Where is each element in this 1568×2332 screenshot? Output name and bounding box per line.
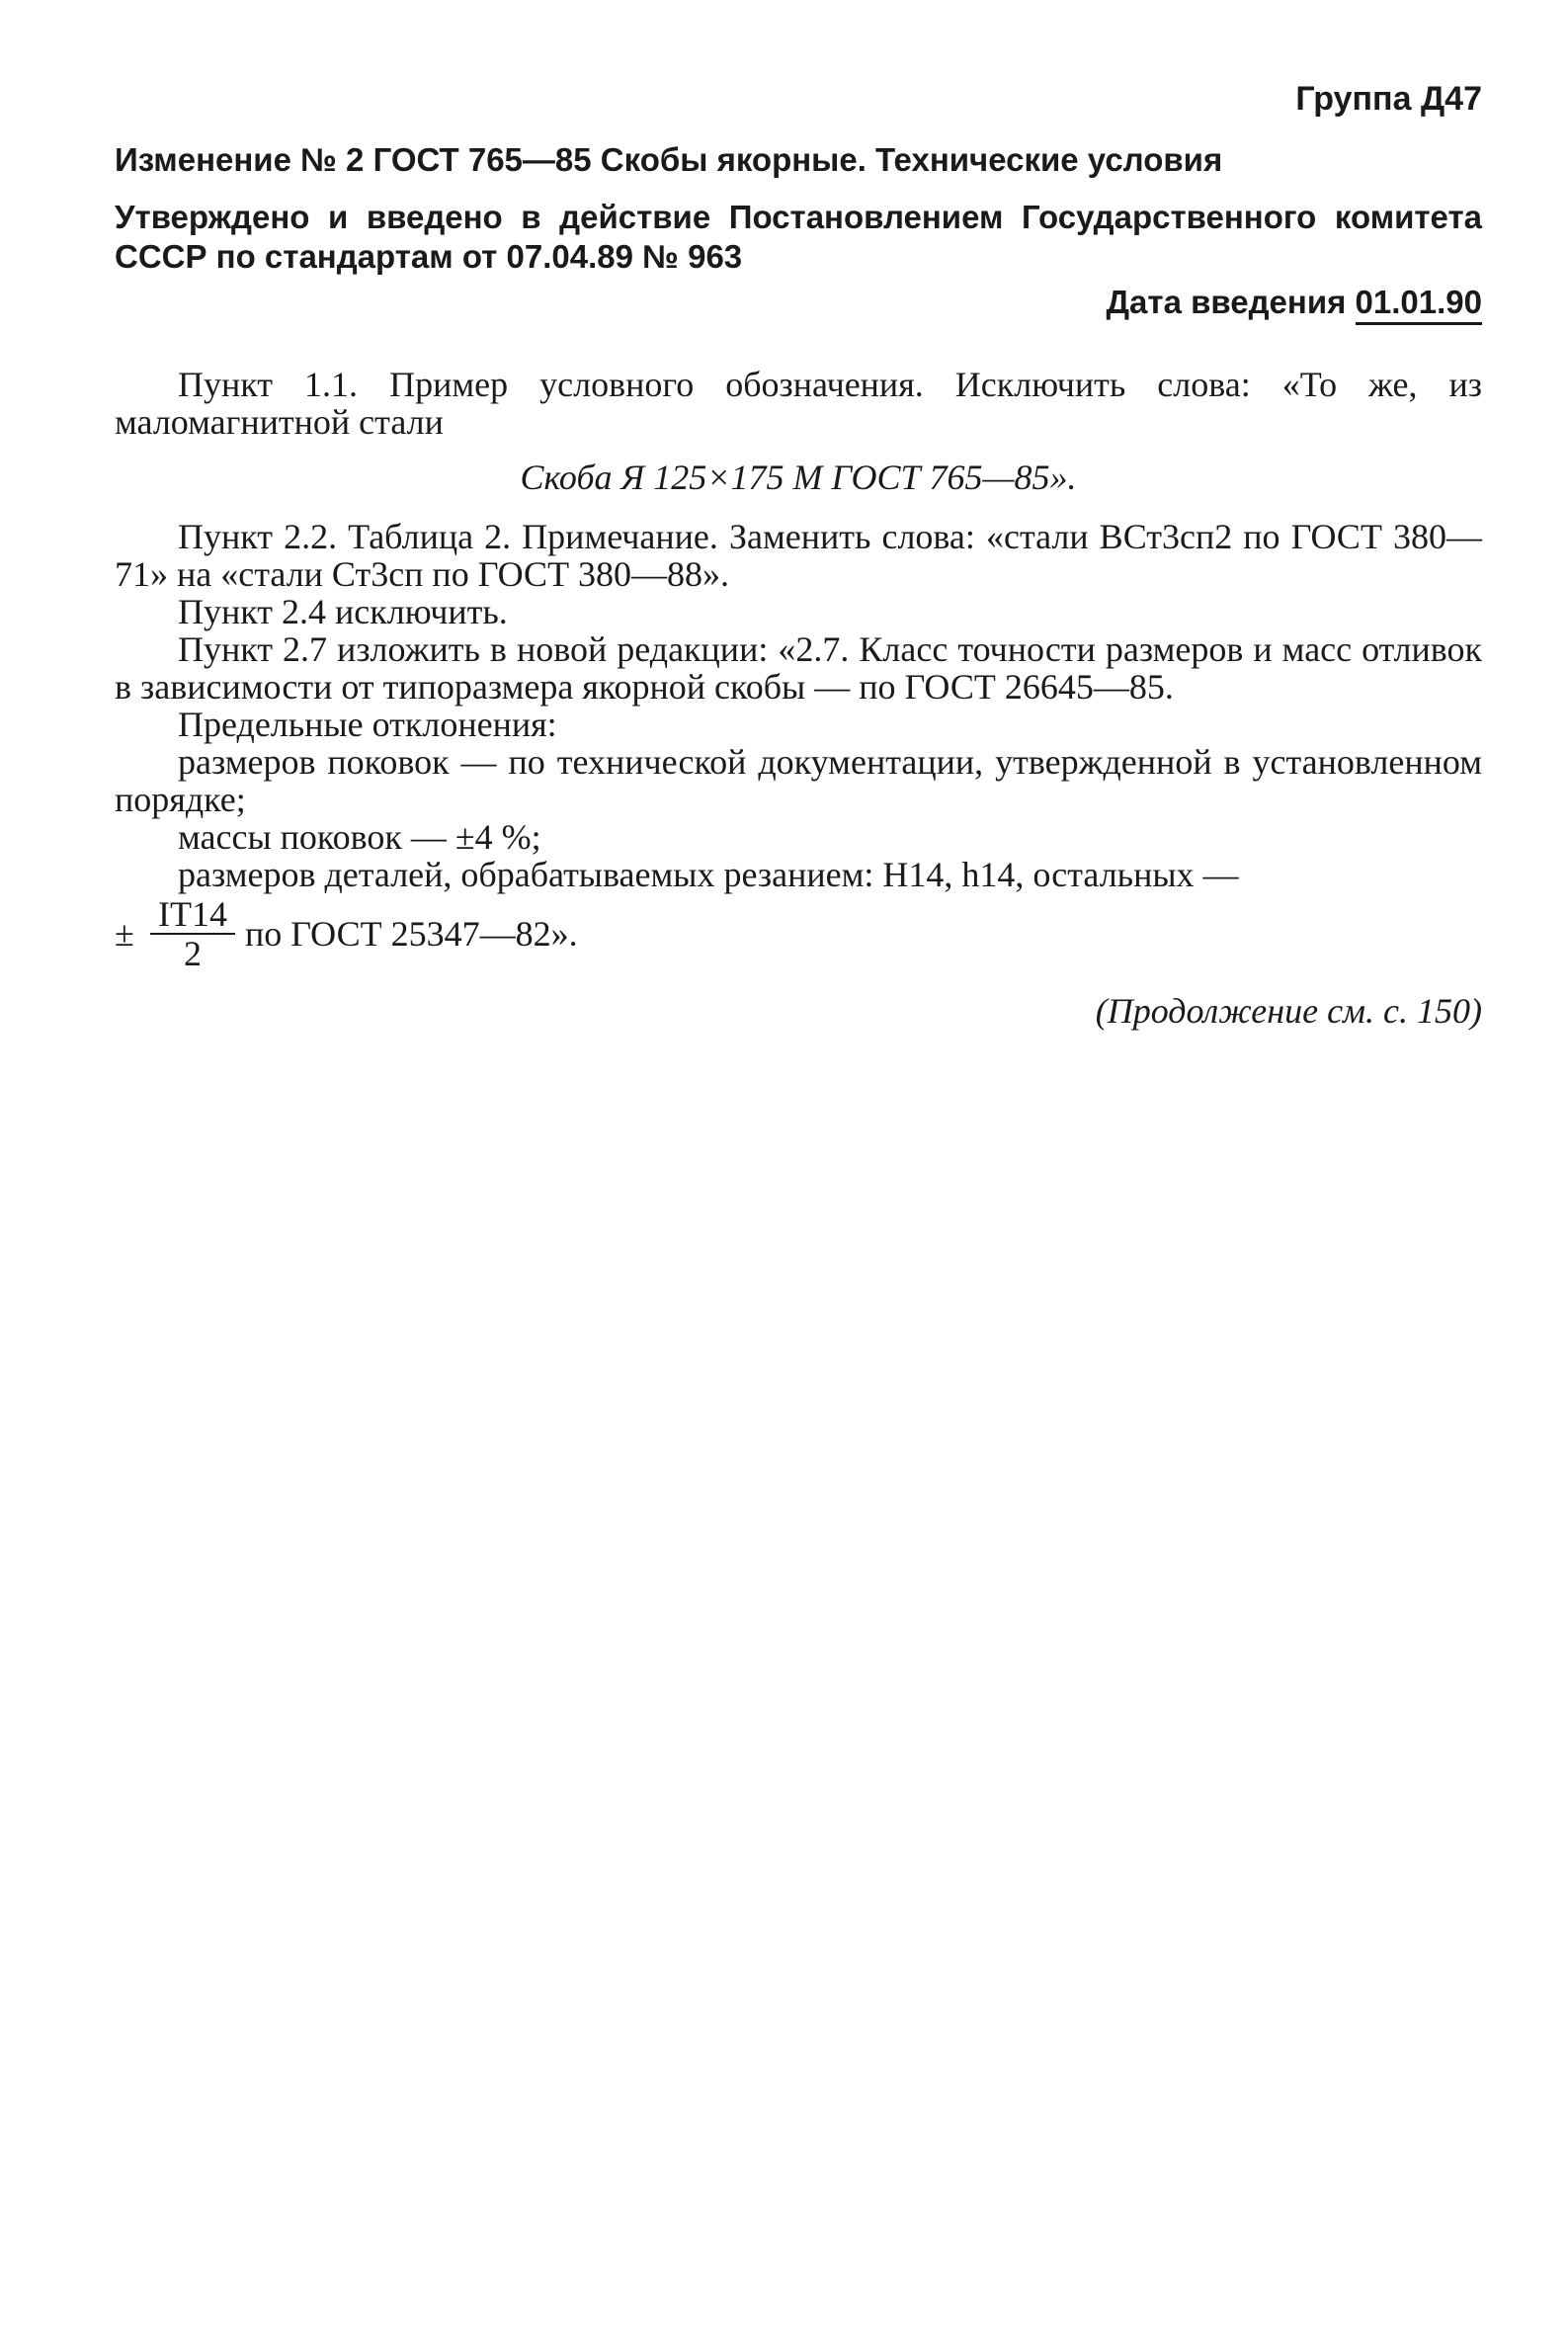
paragraph-item-2-2: Пункт 2.2. Таблица 2. Примечание. Заменить слова: «стали ВСт3сп2 по ГОСТ 380—71» на «стали Ст3сп по ГОСТ 380—88». <box>115 517 1482 594</box>
effective-date-label: Дата введения <box>1106 284 1356 320</box>
fraction-denominator: 2 <box>183 934 202 973</box>
continued-note: (Продолжение см. с. 150) <box>1095 991 1482 1031</box>
paragraph-forging-sizes: размеров поковок — по технической документации, утвержденной в установленном порядке; <box>115 742 1482 819</box>
paragraph-item-1-1: Пункт 1.1. Пример условного обозначения. Исключить слова: «То же, из маломагнитной стали <box>115 365 1482 442</box>
approval-statement: Утверждено и введено в действие Постановлением Государственного комитета СССР по стандартам от 07.04.89 № 963 <box>115 199 1482 275</box>
effective-date-value: 01.01.90 <box>1356 284 1482 325</box>
fraction-numerator: IT14 <box>150 897 235 935</box>
effective-date <box>115 283 1482 322</box>
amendment-body <box>115 366 1482 1030</box>
group-code: Группа Д47 <box>1295 80 1482 118</box>
formula-reference: по ГОСТ 25347—82». <box>244 914 578 954</box>
designation-example: Скоба Я 125×175 М ГОСТ 765—85». <box>520 458 1077 497</box>
amendment-title: Изменение № 2 ГОСТ 765—85 Скобы якорные. Технические условия <box>115 141 1223 178</box>
plus-minus-sign: ± <box>115 914 134 954</box>
paragraph-machined-parts: размеров деталей, обрабатываемых резанием: H14, h14, остальных — <box>178 855 1239 894</box>
paragraph-limit-deviations: Предельные отклонения: <box>178 705 557 744</box>
paragraph-forging-mass: массы поковок — ±4 %; <box>178 817 541 857</box>
paragraph-item-2-4: Пункт 2.4 исключить. <box>178 592 508 631</box>
tolerance-formula <box>115 894 1482 973</box>
document-page <box>115 77 1482 1030</box>
paragraph-item-2-7: Пункт 2.7 изложить в новой редакции: «2.7. Класс точности размеров и масс отливок в зависимости от типоразмера якорной скобы — по ГОСТ 26645—85. <box>115 629 1482 707</box>
fraction <box>150 894 235 973</box>
